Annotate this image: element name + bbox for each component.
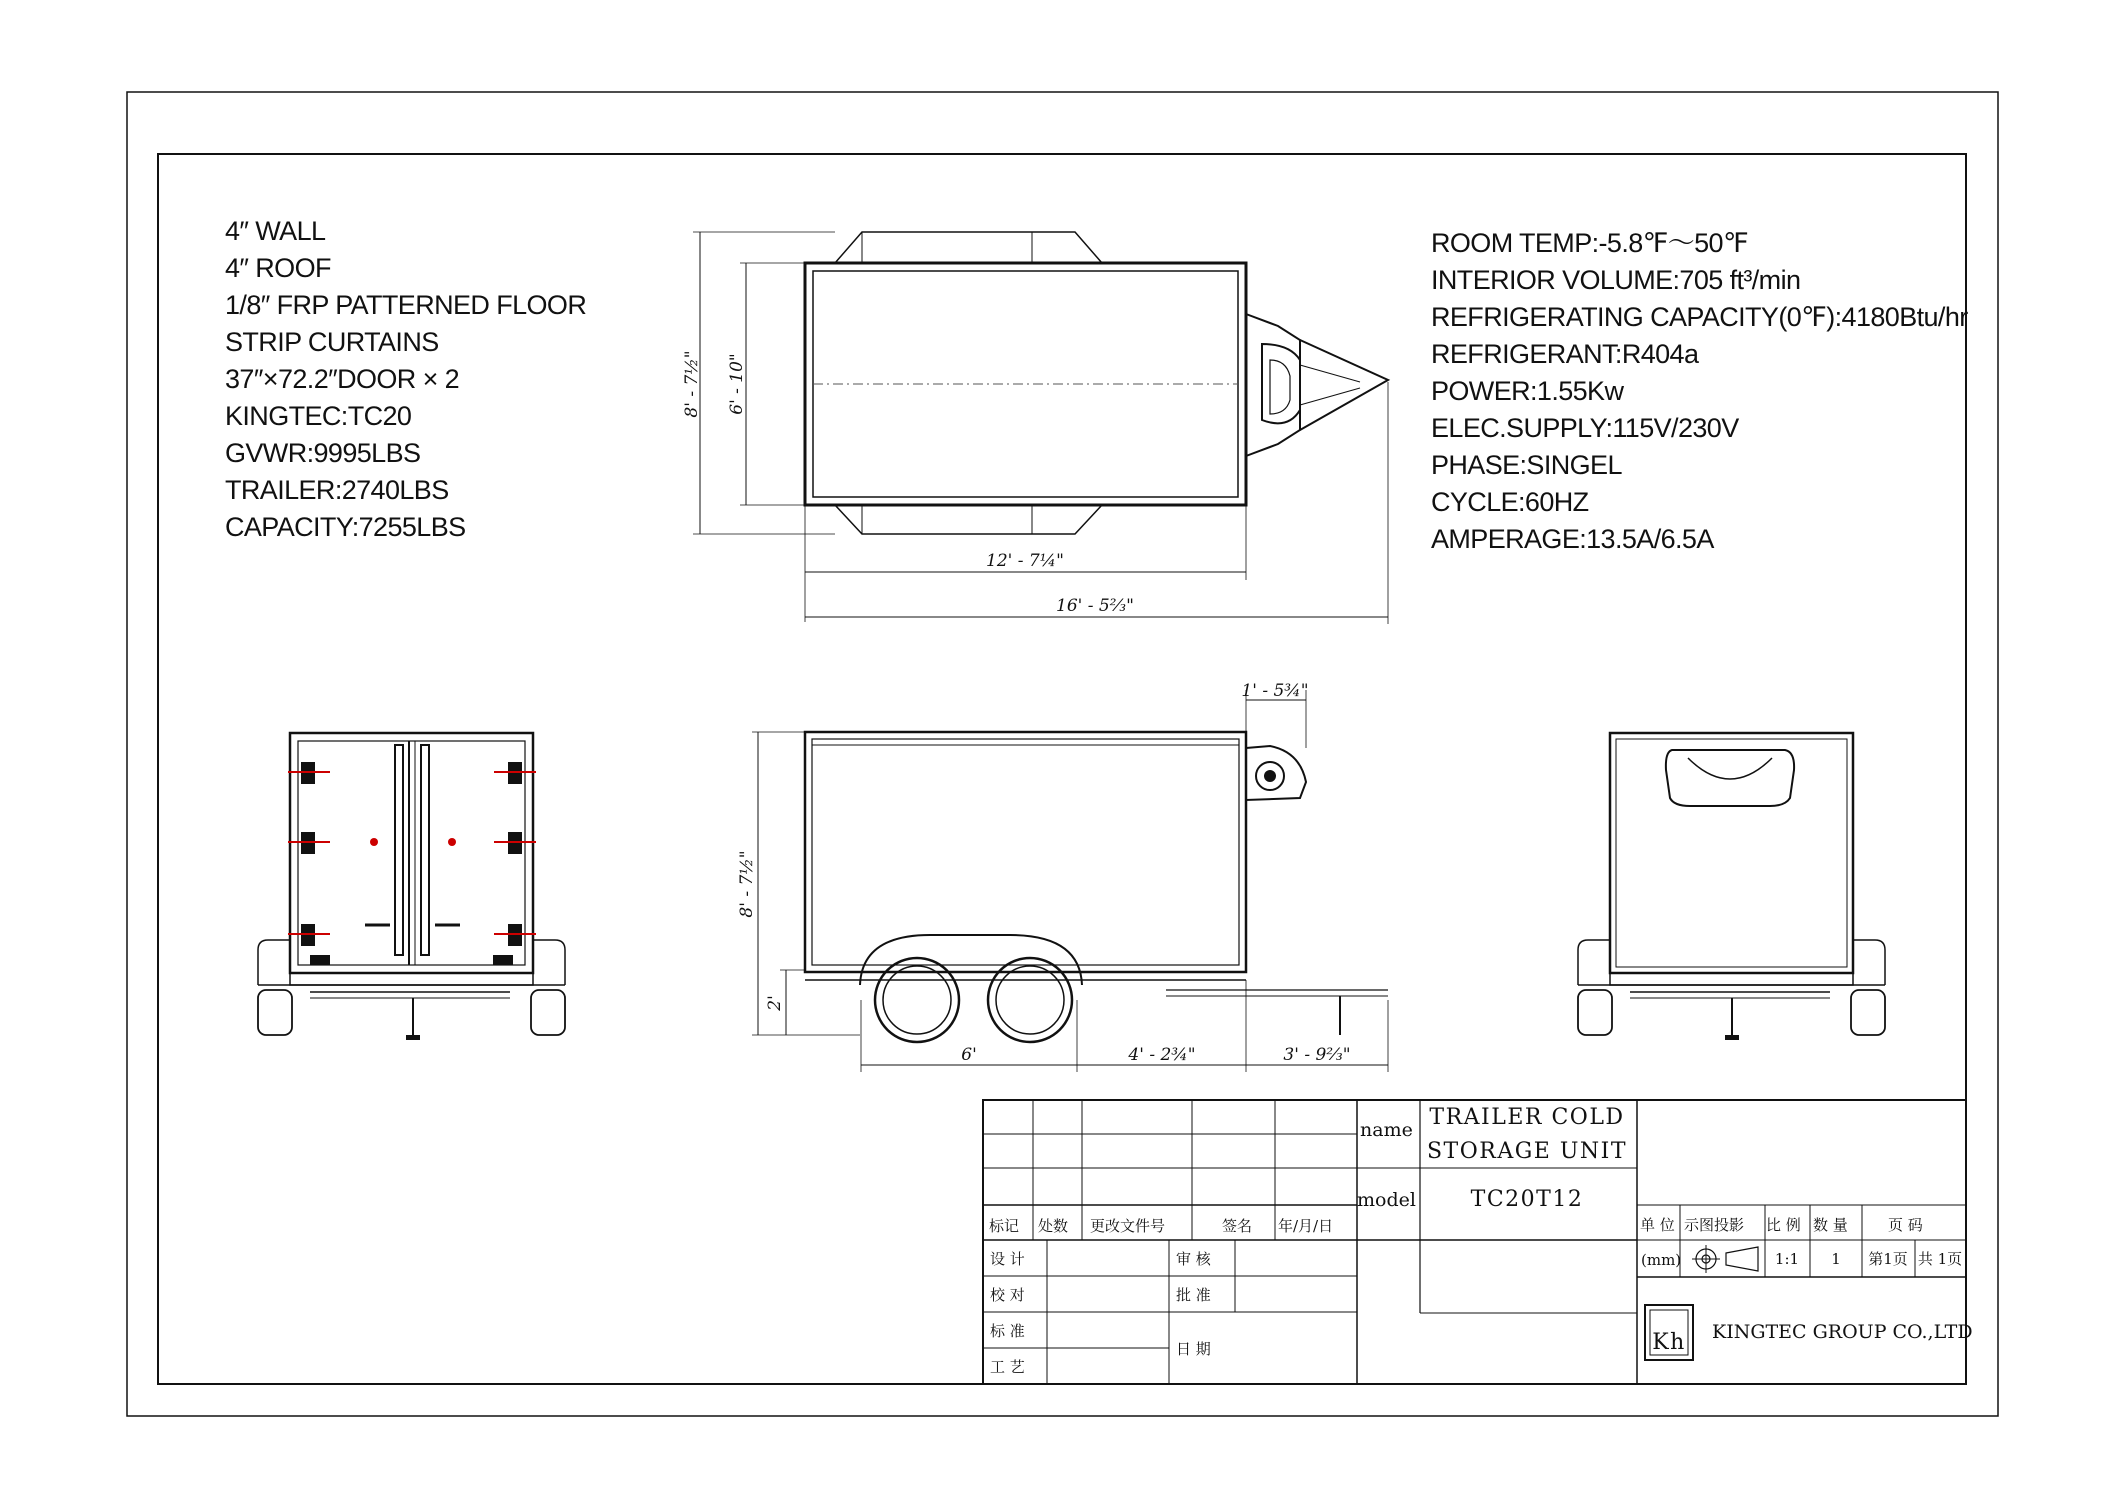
spec-left-line: 4″ WALL	[225, 216, 326, 246]
info-header-unit: 单 位	[1640, 1216, 1675, 1234]
company-name: KINGTEC GROUP CO.,LTD	[1712, 1321, 1973, 1343]
dim-top-total-length: 16' - 5⅔"	[1056, 596, 1134, 616]
dim-side-axle-to-front: 4' - 2¾"	[1128, 1045, 1196, 1065]
spec-right-line: POWER:1.55Kw	[1431, 376, 1624, 406]
total-pages-value: 共 1页	[1917, 1250, 1963, 1268]
dim-top-inner-width: 6' - 10"	[727, 353, 747, 415]
specs-left-list	[225, 216, 586, 542]
side-view-drawing	[752, 690, 1388, 1072]
rear-view-drawing	[258, 733, 565, 1040]
top-tongue-frame	[1246, 314, 1300, 456]
dim-top-outer-width: 8' - 7½"	[682, 350, 702, 418]
dim-side-tongue: 3' - 9⅔"	[1283, 1045, 1351, 1065]
spec-left-line: KINGTEC:TC20	[225, 401, 412, 431]
spec-right-line: PHASE:SINGEL	[1431, 450, 1622, 480]
label-check: 校 对	[990, 1286, 1025, 1304]
svg-text:Kh: Kh	[1652, 1330, 1686, 1355]
spec-right-line: REFRIGERANT:R404a	[1431, 339, 1699, 369]
rev-header-count: 处数	[1038, 1217, 1069, 1235]
name-value-line2: STORAGE UNIT	[1426, 1139, 1628, 1164]
label-design: 设 计	[990, 1250, 1025, 1268]
spec-left-line: STRIP CURTAINS	[225, 327, 439, 357]
scale-value: 1:1	[1774, 1250, 1800, 1268]
quantity-value: 1	[1831, 1250, 1841, 1268]
rev-header-mark: 标记	[989, 1217, 1020, 1235]
front-view-drawing	[1578, 733, 1885, 1040]
label-approve: 批 准	[1176, 1286, 1211, 1304]
unit-value: (mm)	[1641, 1251, 1682, 1269]
dim-side-hitch-offset: 1' - 5¾"	[1241, 681, 1309, 701]
name-label: name	[1360, 1119, 1413, 1141]
info-header-quantity: 数 量	[1813, 1216, 1848, 1234]
spec-left-line: 37″×72.2″DOOR × 2	[225, 364, 460, 394]
spec-left-line: 4″ ROOF	[225, 253, 331, 283]
rev-header-sign: 签名	[1222, 1217, 1253, 1235]
rev-header-date: 年/月/日	[1278, 1217, 1334, 1235]
name-value-line1: TRAILER COLD	[1429, 1105, 1625, 1130]
top-fender-lower	[835, 505, 1102, 534]
page-value: 第1页	[1868, 1250, 1908, 1268]
dim-side-ground: 2'	[765, 995, 785, 1011]
model-value: TC20T12	[1470, 1187, 1584, 1212]
spec-left-line: 1/8″ FRP PATTERNED FLOOR	[225, 290, 587, 320]
spec-right-line: ELEC.SUPPLY:115V/230V	[1431, 413, 1739, 443]
spec-left-line: GVWR:9995LBS	[225, 438, 421, 468]
info-header-projection: 示图投影	[1684, 1216, 1745, 1234]
info-header-scale: 比 例	[1766, 1216, 1801, 1234]
label-process: 工 艺	[990, 1358, 1025, 1376]
dim-side-axle-pos: 6'	[961, 1045, 977, 1065]
spec-right-line: INTERIOR VOLUME:705 ft³/min	[1431, 265, 1801, 295]
rev-header-doc-no: 更改文件号	[1090, 1217, 1166, 1235]
spec-left-line: TRAILER:2740LBS	[225, 475, 449, 505]
label-review: 审 核	[1176, 1250, 1211, 1268]
top-fender-upper	[835, 232, 1102, 263]
label-date: 日 期	[1176, 1340, 1211, 1358]
dim-side-height: 8' - 7½"	[737, 850, 757, 918]
model-label: model	[1357, 1189, 1416, 1211]
spec-right-line: AMPERAGE:13.5A/6.5A	[1431, 524, 1714, 554]
label-standard: 标 准	[990, 1322, 1025, 1340]
specs-right-list	[1431, 228, 1968, 554]
dim-top-box-length: 12' - 7¼"	[986, 551, 1064, 571]
spec-right-line: REFRIGERATING CAPACITY(0℉):4180Btu/hr	[1431, 302, 1968, 332]
spec-right-line: CYCLE:60HZ	[1431, 487, 1589, 517]
spec-left-line: CAPACITY:7255LBS	[225, 512, 466, 542]
info-header-page: 页 码	[1888, 1216, 1923, 1234]
spec-right-line: ROOM TEMP:-5.8℉～50℉	[1431, 228, 1749, 258]
